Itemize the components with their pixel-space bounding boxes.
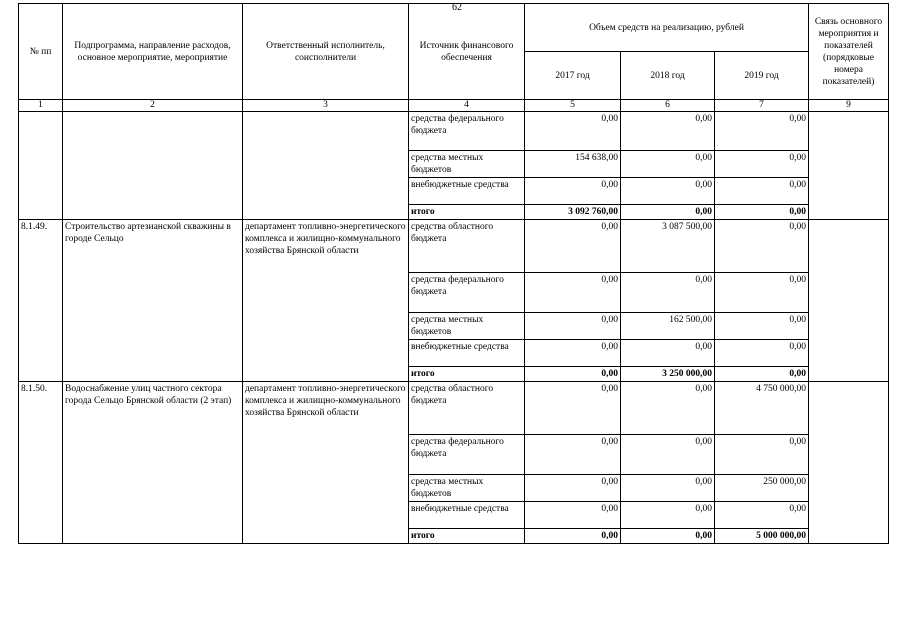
header-2019: 2019 год — [715, 52, 809, 100]
value-2019: 4 750 000,00 — [715, 382, 809, 435]
item-executor: департамент топливно-энергетического комплекса и жилищно-коммунального хозяйства Брянской области — [243, 220, 409, 382]
value-2017: 0,00 — [525, 178, 621, 205]
header-link: Связь основного мероприятия и показателей (порядковые номера показателей) — [809, 4, 889, 100]
value-2018: 0,00 — [621, 151, 715, 178]
header-funds: Объем средств на реализацию, рублей — [525, 4, 809, 52]
value-2018: 0,00 — [621, 273, 715, 313]
link-cell — [809, 382, 889, 544]
value-2017: 0,00 — [525, 382, 621, 435]
value-2018: 0,00 — [621, 475, 715, 502]
value-2019: 0,00 — [715, 220, 809, 273]
num-cell — [19, 112, 63, 220]
link-cell — [809, 220, 889, 382]
source-cell: внебюджетные средства — [409, 340, 525, 367]
value-2019: 0,00 — [715, 205, 809, 220]
value-2017: 0,00 — [525, 340, 621, 367]
value-2017: 0,00 — [525, 313, 621, 340]
executor-cell — [243, 112, 409, 220]
column-number: 5 — [525, 100, 621, 112]
value-2018: 162 500,00 — [621, 313, 715, 340]
value-2018: 0,00 — [621, 340, 715, 367]
header-num: № пп — [19, 4, 63, 100]
value-2017: 0,00 — [525, 220, 621, 273]
page-number: 62 — [452, 2, 462, 13]
column-number: 7 — [715, 100, 809, 112]
value-2019: 0,00 — [715, 178, 809, 205]
value-2017: 0,00 — [525, 112, 621, 151]
table-row — [19, 112, 889, 151]
header-program: Подпрограмма, направление расходов, основное мероприятие, мероприятие — [63, 4, 243, 100]
value-2017: 0,00 — [525, 475, 621, 502]
value-2018: 3 087 500,00 — [621, 220, 715, 273]
source-cell: средства федерального бюджета — [409, 273, 525, 313]
value-2018: 0,00 — [621, 502, 715, 529]
value-2018: 0,00 — [621, 205, 715, 220]
value-2018: 0,00 — [621, 382, 715, 435]
header-2017: 2017 год — [525, 52, 621, 100]
table-row — [19, 220, 889, 273]
source-cell: средства федерального бюджета — [409, 112, 525, 151]
value-2017: 154 638,00 — [525, 151, 621, 178]
value-2017: 3 092 760,00 — [525, 205, 621, 220]
value-2017: 0,00 — [525, 367, 621, 382]
source-cell: средства областного бюджета — [409, 220, 525, 273]
item-name: Водоснабжение улиц частного сектора города Сельцо Брянской области (2 этап) — [63, 382, 243, 544]
source-cell: итого — [409, 205, 525, 220]
value-2019: 0,00 — [715, 502, 809, 529]
value-2018: 0,00 — [621, 529, 715, 544]
value-2017: 0,00 — [525, 529, 621, 544]
value-2019: 0,00 — [715, 340, 809, 367]
value-2017: 0,00 — [525, 273, 621, 313]
source-cell: внебюджетные средства — [409, 178, 525, 205]
header-2018: 2018 год — [621, 52, 715, 100]
source-cell: средства местных бюджетов — [409, 151, 525, 178]
source-cell: внебюджетные средства — [409, 502, 525, 529]
column-number: 9 — [809, 100, 889, 112]
value-2019: 0,00 — [715, 435, 809, 475]
value-2018: 0,00 — [621, 112, 715, 151]
value-2019: 0,00 — [715, 367, 809, 382]
item-number: 8.1.49. — [19, 220, 63, 382]
source-cell: средства местных бюджетов — [409, 475, 525, 502]
column-number: 6 — [621, 100, 715, 112]
source-cell: итого — [409, 367, 525, 382]
source-cell: средства федерального бюджета — [409, 435, 525, 475]
program-cell — [63, 112, 243, 220]
value-2018: 0,00 — [621, 435, 715, 475]
column-number: 4 — [409, 100, 525, 112]
value-2017: 0,00 — [525, 435, 621, 475]
value-2019: 0,00 — [715, 273, 809, 313]
funding-table — [18, 3, 889, 544]
link-cell — [809, 112, 889, 220]
value-2019: 250 000,00 — [715, 475, 809, 502]
column-numbers-row — [19, 100, 889, 112]
source-cell: итого — [409, 529, 525, 544]
value-2017: 0,00 — [525, 502, 621, 529]
source-cell: средства местных бюджетов — [409, 313, 525, 340]
column-number: 1 — [19, 100, 63, 112]
value-2019: 5 000 000,00 — [715, 529, 809, 544]
source-cell: средства областного бюджета — [409, 382, 525, 435]
header-executor: Ответственный исполнитель, соисполнители — [243, 4, 409, 100]
value-2019: 0,00 — [715, 112, 809, 151]
item-name: Строительство артезианской скважины в городе Сельцо — [63, 220, 243, 382]
item-executor: департамент топливно-энергетического комплекса и жилищно-коммунального хозяйства Брянской области — [243, 382, 409, 544]
value-2018: 0,00 — [621, 178, 715, 205]
header-source: Источник финансового обеспечения — [409, 4, 525, 100]
value-2019: 0,00 — [715, 313, 809, 340]
table-row — [19, 382, 889, 435]
value-2018: 3 250 000,00 — [621, 367, 715, 382]
column-number: 2 — [63, 100, 243, 112]
value-2019: 0,00 — [715, 151, 809, 178]
item-number: 8.1.50. — [19, 382, 63, 544]
column-number: 3 — [243, 100, 409, 112]
